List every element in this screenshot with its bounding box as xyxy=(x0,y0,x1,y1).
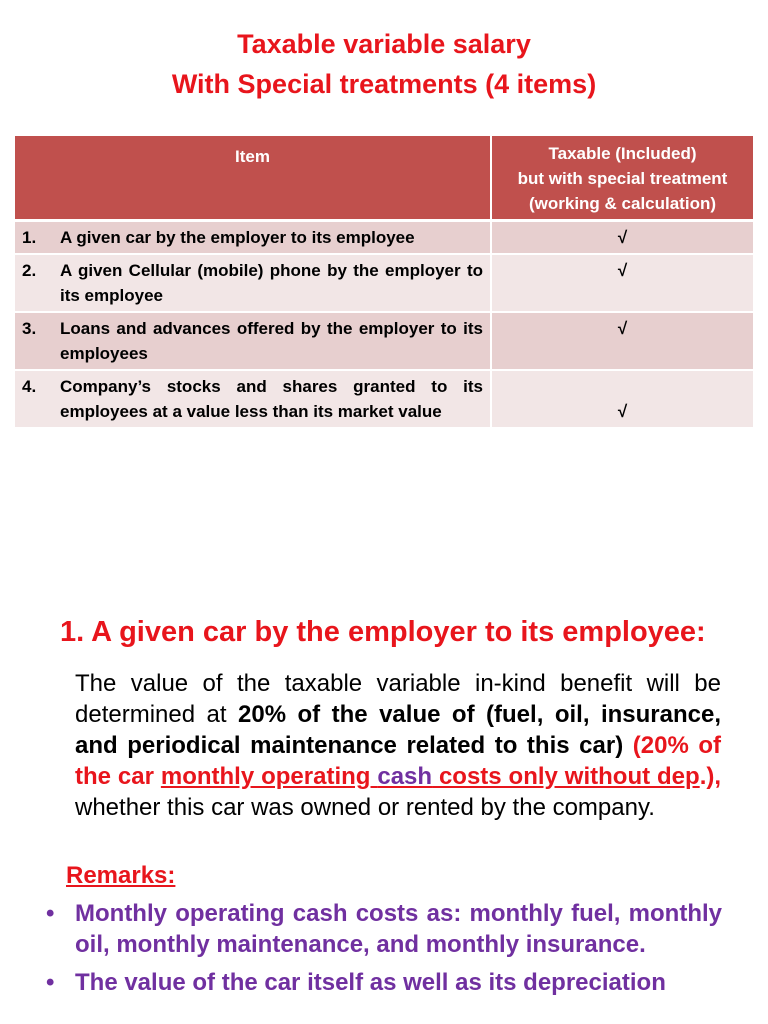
row-number: 3. xyxy=(22,319,37,338)
row-number: 4. xyxy=(22,377,37,396)
row-text: Company’s stocks and shares granted to its employees at a value less than its market value xyxy=(60,377,483,421)
bullet-text: The value of the car itself as well as its depreciation xyxy=(75,969,666,996)
remarks-list xyxy=(46,898,722,1005)
header-taxable xyxy=(491,136,753,221)
para-part-8: whether this car was owned or rented by the company. xyxy=(75,794,655,821)
row-check-cell xyxy=(491,370,753,428)
check-mark: √ xyxy=(617,402,628,421)
para-part-5: cash xyxy=(377,763,433,790)
row-item-cell xyxy=(15,221,491,255)
check-mark: √ xyxy=(617,228,628,247)
table-row xyxy=(15,370,753,428)
bullet-icon: • xyxy=(46,900,55,927)
bullet-icon: • xyxy=(46,969,55,996)
row-number: 2. xyxy=(22,261,37,280)
header-item xyxy=(15,136,491,221)
para-part-3: (20% of the car xyxy=(75,732,722,790)
table-row xyxy=(15,312,753,370)
taxable-items-table xyxy=(15,136,753,429)
explanation-paragraph xyxy=(75,668,721,823)
check-mark: √ xyxy=(617,319,628,338)
para-part-4: monthly operating xyxy=(160,763,378,790)
list-item xyxy=(46,967,722,998)
list-item xyxy=(46,898,722,960)
row-item-cell xyxy=(15,312,491,370)
row-item-cell xyxy=(15,370,491,428)
table-row xyxy=(15,254,753,312)
header-taxable-line-2: but with special treatment xyxy=(517,169,728,188)
para-part-1: The value of the taxable variable in-kind benefit will be determined at xyxy=(75,670,721,728)
header-taxable-line-1: Taxable (Included) xyxy=(548,144,697,163)
check-mark: √ xyxy=(617,261,628,280)
row-text: A given car by the employer to its employee xyxy=(60,228,415,247)
table-header-row xyxy=(15,136,753,221)
para-part-2: 20% of the value of (fuel, oil, insurance, and periodical maintenance related to this car) xyxy=(75,701,721,759)
section-title: 1. A given car by the employer to its employee: xyxy=(60,616,706,648)
header-taxable-line-3: (working & calculation) xyxy=(528,194,717,213)
row-item-cell xyxy=(15,254,491,312)
row-check-cell xyxy=(491,221,753,255)
row-check-cell xyxy=(491,312,753,370)
title-line-1: Taxable variable salary xyxy=(237,29,531,59)
para-part-7: .), xyxy=(699,763,722,790)
row-text: A given Cellular (mobile) phone by the employer to its employee xyxy=(60,261,483,305)
row-number: 1. xyxy=(22,228,37,247)
remarks-label: Remarks: xyxy=(66,862,176,889)
bullet-text: Monthly operating cash costs as: monthly fuel, monthly oil, monthly maintenance, and monthly insurance. xyxy=(75,900,722,958)
para-part-6: costs only without dep xyxy=(432,763,700,790)
row-text: Loans and advances offered by the employer to its employees xyxy=(60,319,483,363)
row-check-cell xyxy=(491,254,753,312)
title-line-2: With Special treatments (4 items) xyxy=(171,69,597,99)
header-item-label: Item xyxy=(235,147,270,166)
table-row xyxy=(15,221,753,255)
